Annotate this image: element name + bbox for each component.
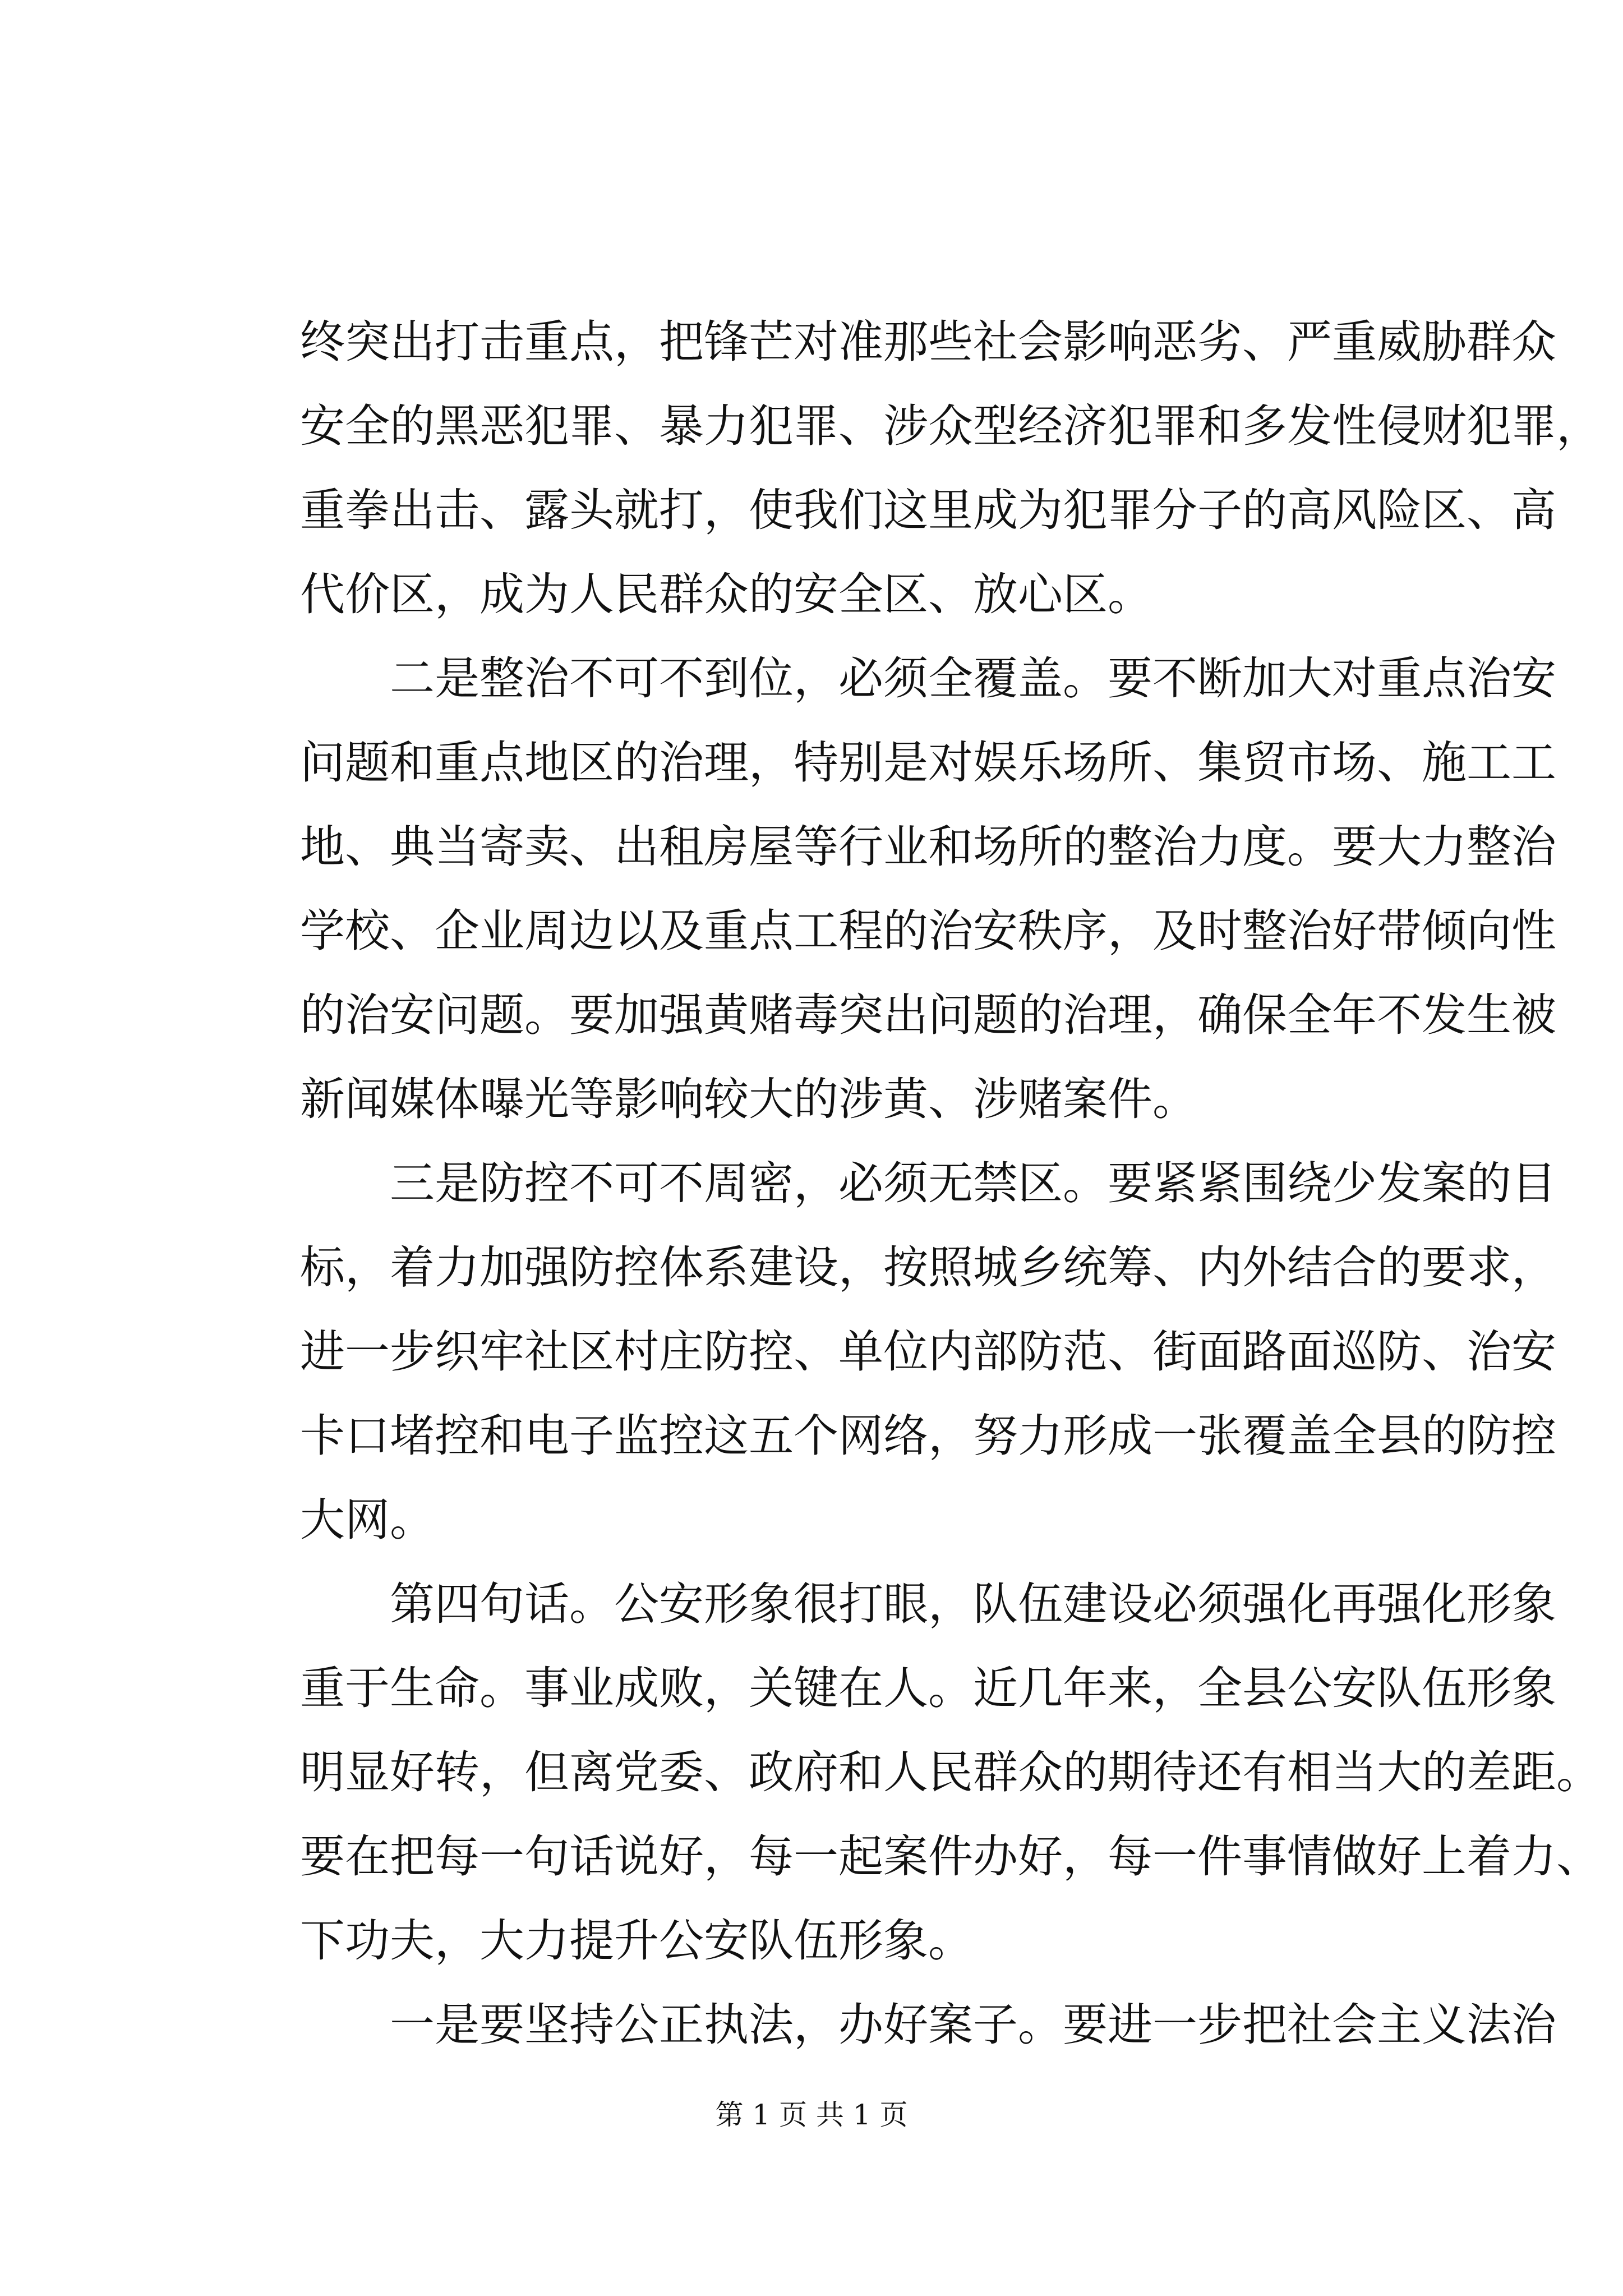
text-line-18: 明显好转，但离党委、政府和人民群众的期待还有相当大的差距。	[300, 1746, 1601, 1798]
text-line-9: 的治安问题。要加强黄赌毒突出问题的治理，确保全年不发生被	[300, 989, 1556, 1041]
text-line-14: 卡口堵控和电子监控这五个网络，努力形成一张覆盖全县的防控	[300, 1410, 1556, 1462]
text-line-7: 地、典当寄卖、出租房屋等行业和场所的整治力度。要大力整治	[300, 821, 1556, 873]
text-line-10: 新闻媒体曝光等影响较大的涉黄、涉赌案件。	[300, 1073, 1197, 1125]
text-line-3: 重拳出击、露头就打，使我们这里成为犯罪分子的高风险区、高	[300, 484, 1556, 536]
text-line-20: 下功夫，大力提升公安队伍形象。	[300, 1915, 973, 1967]
text-line-12: 标，着力加强防控体系建设，按照城乡统筹、内外结合的要求，	[300, 1241, 1556, 1294]
document-body	[300, 300, 1601, 2067]
text-line-6: 问题和重点地区的治理，特别是对娱乐场所、集贸市场、施工工	[300, 737, 1556, 789]
text-line-2: 安全的黑恶犯罪、暴力犯罪、涉众型经济犯罪和多发性侵财犯罪，	[300, 400, 1601, 452]
text-line-16: 第四句话。公安形象很打眼，队伍建设必须强化再强化形象	[390, 1578, 1556, 1630]
text-line-21: 一是要坚持公正执法，办好案子。要进一步把社会主义法治	[390, 1999, 1556, 2051]
text-line-13: 进一步织牢社区村庄防控、单位内部防范、街面路面巡防、治安	[300, 1326, 1556, 1378]
text-line-19: 要在把每一句话说好，每一起案件办好，每一件事情做好上着力、	[300, 1830, 1601, 1883]
text-line-8: 学校、企业周边以及重点工程的治安秩序，及时整治好带倾向性	[300, 905, 1556, 957]
text-line-5: 二是整治不可不到位，必须全覆盖。要不断加大对重点治安	[390, 652, 1556, 705]
text-line-17: 重于生命。事业成败，关键在人。近几年来，全县公安队伍形象	[300, 1662, 1556, 1714]
text-line-15: 大网。	[300, 1494, 435, 1546]
text-line-11: 三是防控不可不周密，必须无禁区。要紧紧围绕少发案的目	[390, 1157, 1556, 1209]
text-line-4: 代价区，成为人民群众的安全区、放心区。	[300, 568, 1152, 620]
text-line-1: 终突出打击重点，把锋芒对准那些社会影响恶劣、严重威胁群众	[300, 316, 1556, 368]
page-number-footer: 第 1 页 共 1 页	[715, 2099, 908, 2131]
